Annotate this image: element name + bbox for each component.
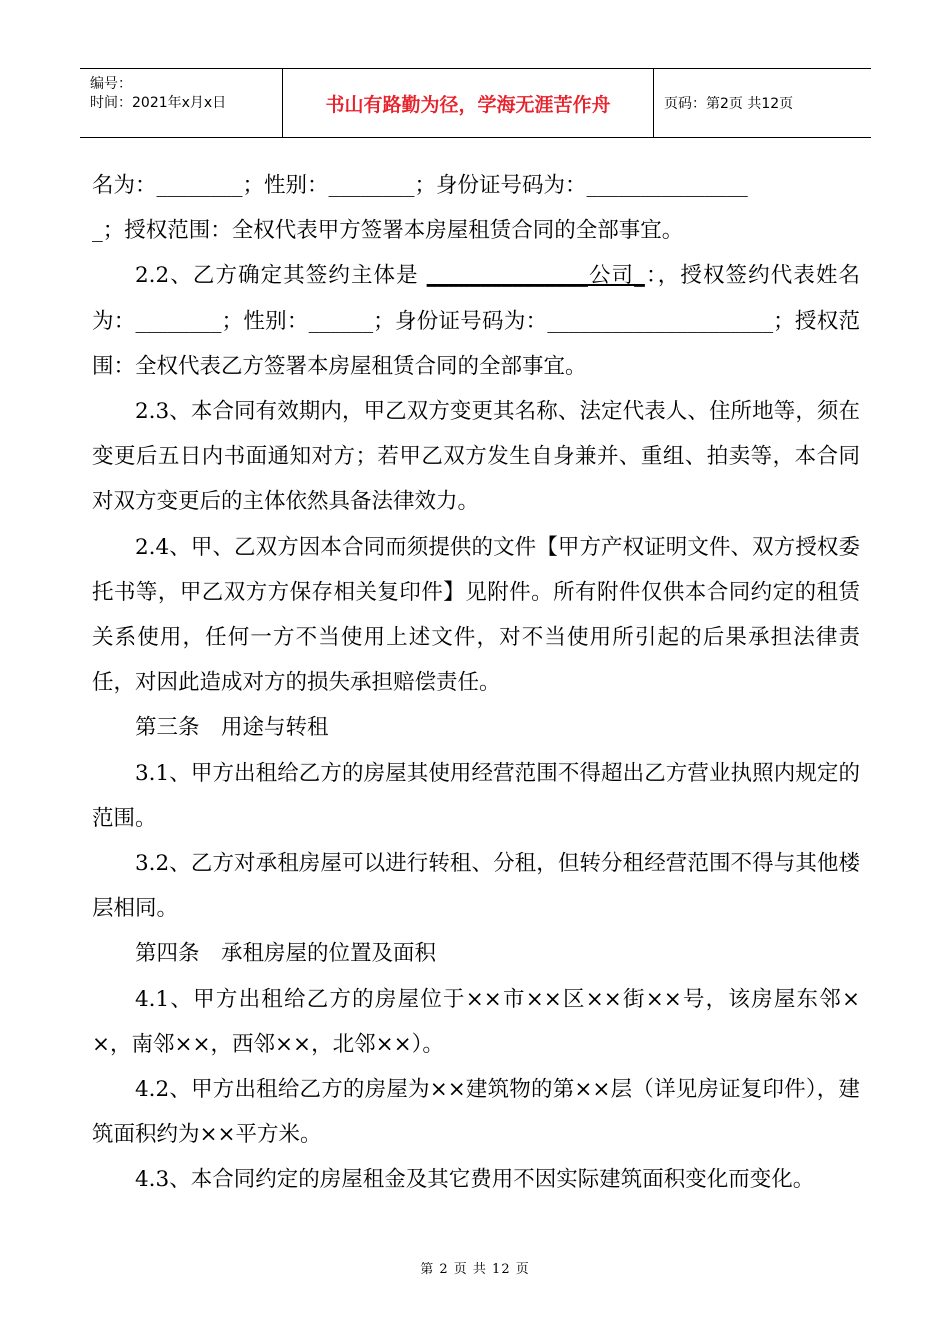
paragraph-party-a-rep [92, 163, 860, 253]
paragraph-2-3: 2.3、本合同有效期内，甲乙双方变更其名称、法定代表人、住所地等，须在变更后五日内书面通知对方；若甲乙双方发生自身兼并、重组、拍卖等，本合同对双方变更后的主体依然具备法律效力。 [92, 399, 860, 515]
paragraph-3-1: 3.1、甲方出租给乙方的房屋其使用经营范围不得超出乙方营业执照内规定的范围。 [92, 760, 860, 831]
header-meta [80, 69, 283, 137]
document-number-label: 编号： [90, 76, 132, 92]
header-page-info: 页码：第2页 共12页 [664, 96, 794, 112]
paragraph-text: ：，授权签约代表姓名为：________；性别：______；身份证号码为：_________________ [92, 263, 860, 334]
paragraph-2-2 [92, 253, 860, 389]
paragraph-text: 名为：________；性别：________；身份证号码为：_______________ [92, 173, 748, 198]
paragraph-text: ____；授权范围：全权代表乙方签署本房屋租赁合同的全部事宜。 [92, 308, 860, 379]
paragraph-3-2: 3.2、乙方对承租房屋可以进行转租、分租，但转分租经营范围不得与其他楼层相同。 [92, 851, 860, 922]
paragraph-text: 2.2、乙方确定其签约主体是 [135, 263, 427, 289]
paragraph-text: _；授权范围：全权代表甲方签署本房屋租赁合同的全部事宜。 [92, 218, 684, 244]
paragraph-2-4: 2.4、甲、乙双方因本合同而须提供的文件【甲方产权证明文件、双方授权委托书等，甲乙双方方保存相关复印件】见附件。所有附件仅供本合同约定的租赁关系使用，任何一方不当使用上述文件，对不当使用所引起的后果承担法律责任，对因此造成对方的损失承担赔偿责任。 [92, 534, 860, 696]
heading-article-3: 第三条 用途与转租 [135, 715, 329, 741]
company-blank: _______________公司_ [426, 263, 645, 289]
paragraph-4-3: 4.3、本合同约定的房屋租金及其它费用不因实际建筑面积变化而变化。 [135, 1167, 815, 1193]
paragraph-4-2: 4.2、甲方出租给乙方的房屋为××建筑物的第××层（详见房证复印件），建筑面积约为××平方米。 [92, 1077, 860, 1148]
document-time-label: 时间：2021年x月x日 [90, 95, 227, 111]
paragraph-4-1: 4.1、甲方出租给乙方的房屋位于××市××区××街××号，该房屋东邻××，南邻××，西邻××，北邻××）。 [92, 986, 860, 1057]
page-header [80, 68, 871, 138]
page-footer: 第 2 页 共 12 页 [420, 1262, 530, 1277]
header-motto: 书山有路勤为径，学海无涯苦作舟 [283, 69, 654, 137]
heading-article-4: 第四条 承租房屋的位置及面积 [135, 941, 437, 967]
document-body [92, 163, 860, 1203]
